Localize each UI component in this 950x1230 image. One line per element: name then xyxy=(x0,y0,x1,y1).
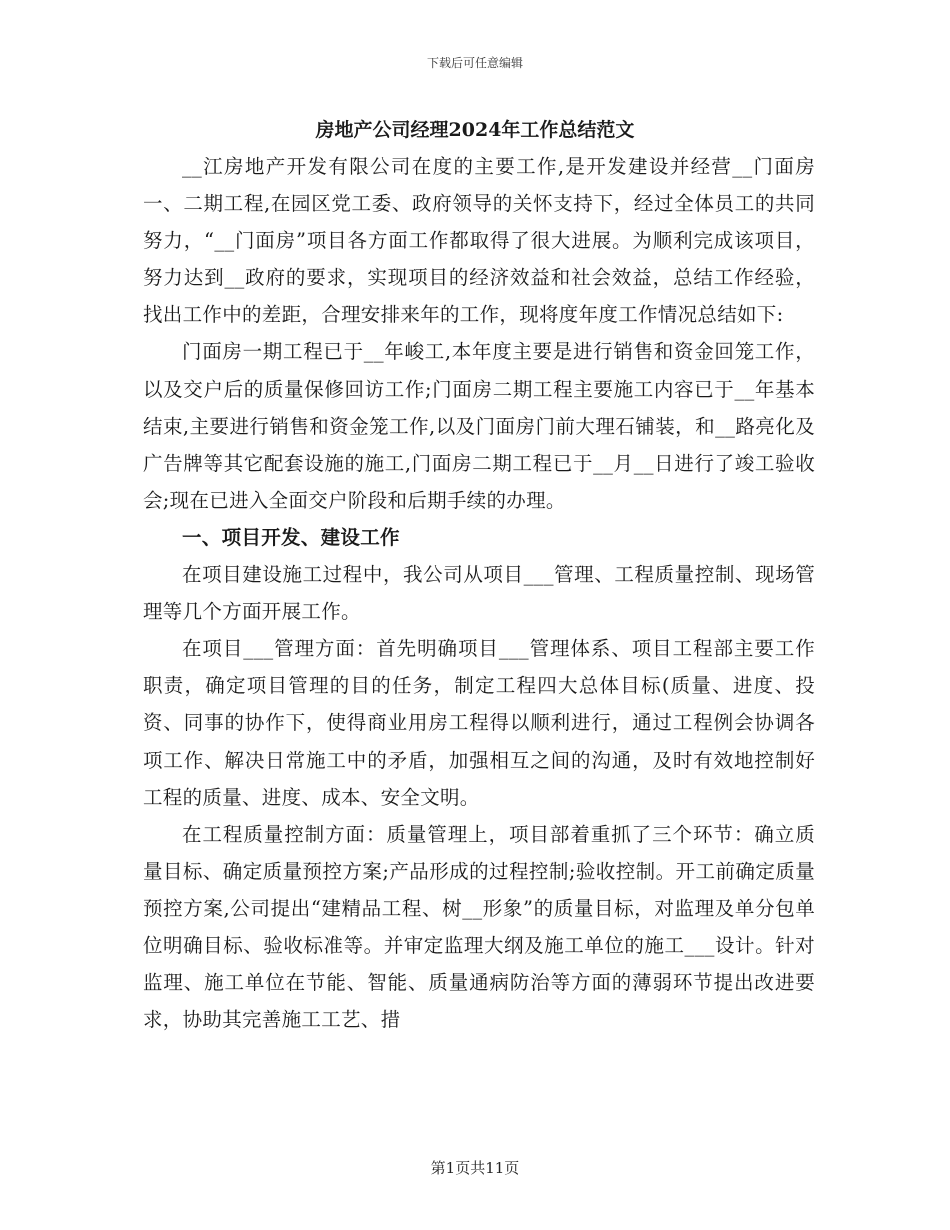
header-note: 下载后可任意编辑 xyxy=(426,56,523,70)
paragraph-section-1-intro: 在项目建设施工过程中，我公司从项目___管理、工程质量控制、现场管理等几个方面开展工作。 xyxy=(143,563,815,624)
paragraph-phase-status: 门面房一期工程已于__年峻工,本年度主要是进行销售和资金回笼工作，以及交户后的质量保修回访工作;门面房二期工程主要施工内容已于__年基本结束,主要进行销售和资金笼工作,以及门面房门前大理石铺装，和__路亮化及广告牌等其它配套设施的施工,门面房二期工程已于__月__日进行了竣工验收会;现在已进入全面交户阶段和后期手续的办理。 xyxy=(143,340,815,512)
document-title: 房地产公司经理2024年工作总结范文 xyxy=(315,119,635,141)
paragraph-quality-control: 在工程质量控制方面：质量管理上，项目部着重抓了三个环节：确立质量目标、确定质量预控方案;产品形成的过程控制;验收控制。开工前确定质量预控方案,公司提出“建精品工程、树__形象”的质量目标，对监理及单分包单位明确目标、验收标准等。并审定监理大纲及施工单位的施工___设计。针对监理、施工单位在节能、智能、质量通病防治等方面的薄弱环节提出改进要求，协助其完善施工工艺、措 xyxy=(143,822,815,1032)
document-body xyxy=(143,148,815,1038)
paragraph-project-management: 在项目___管理方面：首先明确项目___管理体系、项目工程部主要工作职责，确定项目管理的目的任务，制定工程四大总体目标(质量、进度、投资、同事的协作下，使得商业用房工程得以顺利进行，通过工程例会协调各项工作、解决日常施工中的矛盾，加强相互之间的沟通，及时有效地控制好工程的质量、进度、成本、安全文明。 xyxy=(143,637,815,809)
section-heading-1: 一、项目开发、建设工作 xyxy=(182,525,400,549)
page-number-footer: 第1页共11页 xyxy=(430,1159,520,1177)
paragraph-intro: __江房地产开发有限公司在度的主要工作,是开发建设并经营__门面房一、二期工程,在园区党工委、政府领导的关怀支持下，经过全体员工的共同努力，“__门面房”项目各方面工作都取得了很大进展。为顺利完成该项目，努力达到__政府的要求，实现项目的经济效益和社会效益，总结工作经验，找出工作中的差距，合理安排来年的工作，现将度年度工作情况总结如下: xyxy=(143,155,815,327)
